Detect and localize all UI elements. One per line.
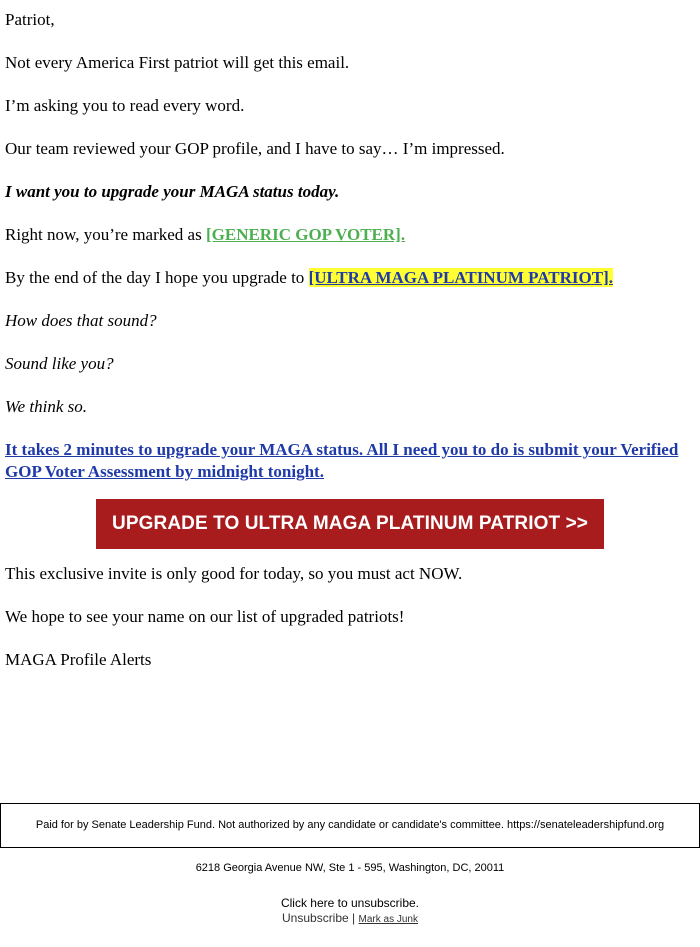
disclaimer-box	[0, 803, 700, 848]
paragraph-hope: We hope to see your name on our list of upgraded patriots!	[5, 607, 405, 626]
address: 6218 Georgia Avenue NW, Ste 1 - 595, Washington, DC, 20011	[195, 862, 505, 874]
paragraph-read: I’m asking you to read every word.	[5, 96, 245, 115]
separator: |	[352, 911, 356, 925]
assessment-link[interactable]: It takes 2 minutes to upgrade your MAGA status. All I need you to do is submit your Verified GOP Voter Assessment by midnight tonight.	[5, 440, 679, 481]
current-status-prefix: Right now, you’re marked as	[5, 225, 206, 244]
platinum-patriot-link[interactable]: [ULTRA MAGA PLATINUM PATRIOT].	[308, 268, 614, 287]
paragraph-we-think: We think so.	[5, 397, 88, 416]
paragraph-exclusive: Not every America First patriot will get this email.	[5, 53, 350, 72]
click-unsubscribe-link[interactable]: Click here to unsubscribe.	[280, 896, 420, 910]
paragraph-profile: Our team reviewed your GOP profile, and I have to say… I’m impressed.	[5, 139, 505, 158]
unsubscribe-row	[0, 911, 700, 925]
paragraph-cta	[5, 439, 695, 483]
paragraph-sound-like-you: Sound like you?	[5, 354, 114, 373]
paragraph-current-status	[5, 224, 695, 246]
button-container	[5, 499, 695, 549]
generic-voter-link[interactable]: [GENERIC GOP VOTER].	[205, 225, 406, 244]
paid-for-text: Paid for by Senate Leadership Fund. Not authorized by any candidate or candidate's committee. https://senateleadershipfund.org	[35, 819, 665, 831]
paragraph-target-status	[5, 267, 695, 289]
mark-junk-link[interactable]: Mark as Junk	[358, 914, 418, 925]
paragraph-upgrade-request: I want you to upgrade your MAGA status today.	[5, 182, 340, 201]
unsubscribe-link[interactable]: Unsubscribe	[282, 911, 349, 925]
paragraph-deadline: This exclusive invite is only good for today, so you must act NOW.	[5, 564, 463, 583]
greeting: Patriot,	[5, 10, 55, 29]
target-status-prefix: By the end of the day I hope you upgrade to	[5, 268, 309, 287]
paragraph-how-sound: How does that sound?	[5, 311, 157, 330]
upgrade-button[interactable]: UPGRADE TO ULTRA MAGA PLATINUM PATRIOT >>	[96, 499, 604, 549]
signature: MAGA Profile Alerts	[5, 650, 152, 669]
